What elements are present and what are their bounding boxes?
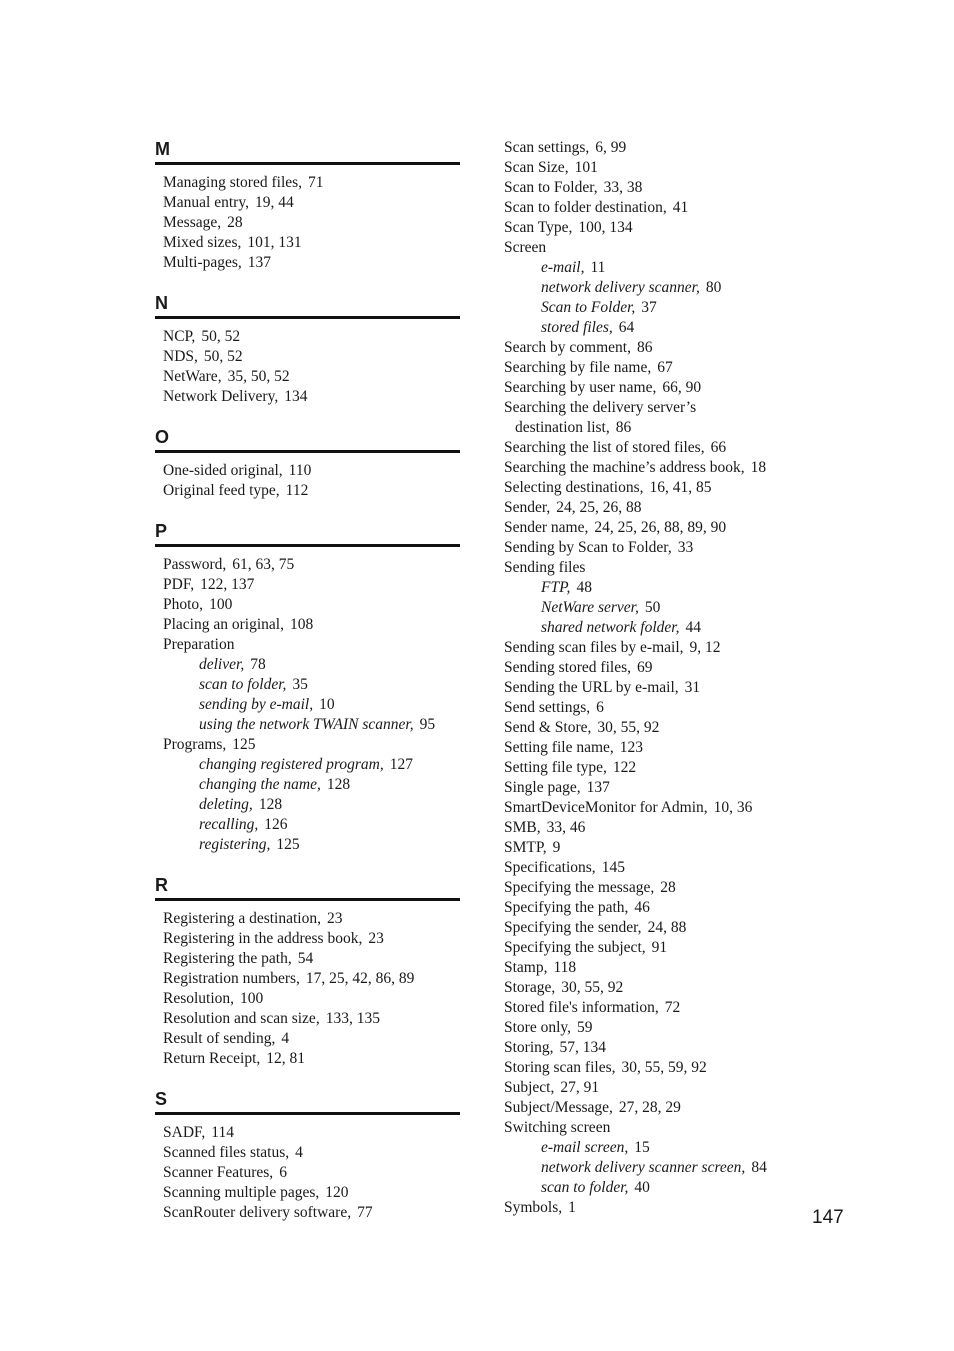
entry-pages: 114 <box>211 1124 234 1141</box>
entry-term: using the network TWAIN scanner, <box>199 716 414 733</box>
index-entry <box>155 1049 460 1069</box>
index-entry <box>155 173 460 193</box>
entry-term: scan to folder, <box>541 1179 629 1196</box>
entry-pages: 24, 25, 26, 88, 89, 90 <box>594 519 727 536</box>
section-letter-heading: P <box>155 520 460 547</box>
entry-term: Scan Size, <box>504 159 569 176</box>
entry-pages: 126 <box>264 816 288 833</box>
index-entry <box>504 498 804 518</box>
entry-term: Registering in the address book, <box>163 930 363 947</box>
entry-term: stored files, <box>541 319 613 336</box>
entry-pages: 134 <box>284 388 308 405</box>
section-letter-heading: S <box>155 1088 460 1115</box>
entry-pages: 125 <box>232 736 256 753</box>
entry-pages: 11 <box>590 259 606 276</box>
index-subentry <box>155 775 460 795</box>
index-section <box>155 1088 460 1223</box>
entry-term: Scanned files status, <box>163 1144 290 1161</box>
entry-pages: 35 <box>292 676 308 693</box>
entry-term: Searching by file name, <box>504 359 652 376</box>
entry-term: Sending scan files by e-mail, <box>504 639 684 656</box>
entry-pages: 78 <box>250 656 266 673</box>
entry-pages: 50, 52 <box>203 348 243 365</box>
entry-pages: 12, 81 <box>266 1050 306 1067</box>
entry-term: network delivery scanner, <box>541 279 700 296</box>
entry-pages: 112 <box>285 482 309 499</box>
entry-pages: 122, 137 <box>200 576 255 593</box>
index-entry <box>504 838 804 858</box>
index-entry <box>504 1018 804 1038</box>
entry-term: Scan Type, <box>504 219 573 236</box>
index-entry <box>504 538 804 558</box>
index-entry <box>155 989 460 1009</box>
entry-pages: 27, 28, 29 <box>618 1099 681 1116</box>
index-entry <box>155 735 460 755</box>
entry-pages: 57, 134 <box>559 1039 607 1056</box>
index-entry <box>504 458 804 478</box>
entry-term: Scan to folder destination, <box>504 199 667 216</box>
entry-term: destination list, <box>515 419 610 436</box>
entry-term: Send & Store, <box>504 719 592 736</box>
index-entry <box>504 158 804 178</box>
index-entry <box>504 878 804 898</box>
entry-term: SMTP, <box>504 839 547 856</box>
index-entry <box>504 778 804 798</box>
entry-term: Specifications, <box>504 859 596 876</box>
index-subentry <box>504 1158 804 1178</box>
entry-term: Symbols, <box>504 1199 563 1216</box>
entry-pages: 66, 90 <box>662 379 702 396</box>
index-section <box>155 520 460 855</box>
index-entry <box>155 461 460 481</box>
entry-term: Searching the machine’s address book, <box>504 459 745 476</box>
entry-pages: 19, 44 <box>254 194 294 211</box>
entry-term: Registration numbers, <box>163 970 300 987</box>
entry-term: shared network folder, <box>541 619 680 636</box>
entry-term: Sender, <box>504 499 551 516</box>
entry-term: Storage, <box>504 979 556 996</box>
index-entry <box>155 635 460 655</box>
entry-pages: 125 <box>276 836 300 853</box>
entry-pages: 72 <box>664 999 681 1016</box>
entry-term: e-mail, <box>541 259 585 276</box>
section-letter-heading: N <box>155 292 460 319</box>
entry-term: One-sided original, <box>163 462 283 479</box>
index-subentry <box>504 578 804 598</box>
entry-pages: 128 <box>326 776 351 793</box>
entry-pages: 91 <box>651 939 668 956</box>
entry-term: Registering a destination, <box>163 910 321 927</box>
entry-term: Storing scan files, <box>504 1059 616 1076</box>
index-section <box>155 292 460 407</box>
entry-pages: 37 <box>641 299 657 316</box>
entry-pages: 59 <box>577 1019 593 1036</box>
index-entry <box>504 638 804 658</box>
index-entry <box>504 718 804 738</box>
index-entry <box>504 418 804 438</box>
index-entry <box>504 1198 804 1218</box>
entry-term: sending by e-mail, <box>199 696 314 713</box>
index-entry <box>504 178 804 198</box>
entry-term: Stamp, <box>504 959 548 976</box>
index-entry <box>155 1123 460 1143</box>
entry-pages: 1 <box>568 1199 576 1216</box>
entry-pages: 61, 63, 75 <box>232 556 295 573</box>
section-letter-heading: R <box>155 874 460 901</box>
entry-term: Manual entry, <box>163 194 249 211</box>
index-entry <box>155 575 460 595</box>
entry-pages: 40 <box>634 1179 650 1196</box>
index-entry <box>504 138 804 158</box>
index-column-right <box>504 138 804 1218</box>
entry-pages: 15 <box>634 1139 650 1156</box>
entry-term: Multi-pages, <box>163 254 242 271</box>
entry-pages: 137 <box>586 779 610 796</box>
entry-term: Resolution, <box>163 990 235 1007</box>
index-entry <box>155 481 460 501</box>
entry-pages: 28 <box>660 879 676 896</box>
entry-term: Searching the list of stored files, <box>504 439 705 456</box>
entry-pages: 33, 46 <box>546 819 586 836</box>
entry-pages: 127 <box>389 756 413 773</box>
entry-term: Stored file's information, <box>504 999 659 1016</box>
index-entry <box>155 213 460 233</box>
entry-pages: 24, 25, 26, 88 <box>556 499 642 516</box>
entry-pages: 30, 55, 92 <box>561 979 624 996</box>
entry-pages: 44 <box>685 619 701 636</box>
entry-term: e-mail screen, <box>541 1139 629 1156</box>
entry-pages: 6 <box>279 1164 287 1181</box>
entry-pages: 67 <box>657 359 673 376</box>
index-subentry <box>504 318 804 338</box>
entry-pages: 18 <box>750 459 767 476</box>
entry-term: Sending the URL by e-mail, <box>504 679 679 696</box>
entry-term: Send settings, <box>504 699 591 716</box>
entry-pages: 9 <box>552 839 561 856</box>
entry-pages: 30, 55, 92 <box>597 719 660 736</box>
entry-pages: 48 <box>576 579 592 596</box>
index-entry <box>504 958 804 978</box>
entry-term: Scan settings, <box>504 139 590 156</box>
index-entry <box>504 218 804 238</box>
index-entry <box>504 818 804 838</box>
index-entry <box>504 558 804 578</box>
entry-pages: 33 <box>677 539 694 556</box>
entry-pages: 133, 135 <box>325 1010 380 1027</box>
entry-pages: 110 <box>288 462 312 479</box>
entry-pages: 4 <box>281 1030 290 1047</box>
entry-term: Scanner Features, <box>163 1164 274 1181</box>
page-number: 147 <box>812 1207 844 1228</box>
entry-pages: 108 <box>289 616 314 633</box>
entry-term: deliver, <box>199 656 245 673</box>
index-entry <box>504 378 804 398</box>
entry-pages: 10, 36 <box>713 799 753 816</box>
index-entry <box>504 1098 804 1118</box>
entry-pages: 100, 134 <box>578 219 633 236</box>
entry-pages: 54 <box>297 950 314 967</box>
index-subentry <box>155 835 460 855</box>
entry-pages: 23 <box>326 910 343 927</box>
section-letter-heading: O <box>155 426 460 453</box>
index-entry <box>155 253 460 273</box>
entry-pages: 71 <box>308 174 324 191</box>
entry-term: Message, <box>163 214 222 231</box>
index-subentry <box>504 298 804 318</box>
index-entry <box>504 518 804 538</box>
entry-pages: 64 <box>618 319 635 336</box>
entry-pages: 101 <box>574 159 598 176</box>
entry-term: Specifying the path, <box>504 899 629 916</box>
entry-term: Resolution and scan size, <box>163 1010 320 1027</box>
index-entry <box>504 918 804 938</box>
entry-term: Subject, <box>504 1079 555 1096</box>
entry-pages: 77 <box>357 1204 373 1221</box>
entry-term: NetWare server, <box>541 599 639 616</box>
entry-term: Managing stored files, <box>163 174 303 191</box>
index-entry <box>155 595 460 615</box>
entry-pages: 101, 131 <box>247 234 302 251</box>
entry-pages: 69 <box>637 659 653 676</box>
index-subentry <box>155 715 460 735</box>
index-entry <box>504 1038 804 1058</box>
index-entry <box>155 555 460 575</box>
entry-pages: 23 <box>368 930 384 947</box>
index-entry <box>504 758 804 778</box>
entry-term: Password, <box>163 556 227 573</box>
entry-term: changing registered program, <box>199 756 384 773</box>
entry-pages: 66 <box>710 439 727 456</box>
entry-pages: 86 <box>636 339 653 356</box>
entry-term: SmartDeviceMonitor for Admin, <box>504 799 708 816</box>
entry-pages: 123 <box>619 739 644 756</box>
index-entry <box>155 929 460 949</box>
entry-term: Specifying the sender, <box>504 919 642 936</box>
entry-term: FTP, <box>541 579 571 596</box>
entry-pages: 86 <box>615 419 632 436</box>
index-entry <box>504 338 804 358</box>
index-subentry <box>504 258 804 278</box>
index-entry <box>504 198 804 218</box>
index-entry <box>504 658 804 678</box>
entry-term: NetWare, <box>163 368 222 385</box>
index-subentry <box>504 1178 804 1198</box>
entry-pages: 50, 52 <box>201 328 241 345</box>
entry-pages: 30, 55, 59, 92 <box>621 1059 707 1076</box>
entry-pages: 27, 91 <box>560 1079 600 1096</box>
section-letter-heading: M <box>155 138 460 165</box>
entry-term: deleting, <box>199 796 253 813</box>
entry-term: recalling, <box>199 816 259 833</box>
index-subentry <box>155 755 460 775</box>
index-entry <box>504 238 804 258</box>
entry-term: SMB, <box>504 819 541 836</box>
entry-pages: 80 <box>705 279 722 296</box>
index-section <box>155 874 460 1069</box>
entry-term: Mixed sizes, <box>163 234 242 251</box>
index-entry <box>155 347 460 367</box>
index-entry <box>504 798 804 818</box>
index-entry <box>504 1078 804 1098</box>
entry-pages: 100 <box>209 596 233 613</box>
entry-term: Sending by Scan to Folder, <box>504 539 672 556</box>
entry-term: Result of sending, <box>163 1030 276 1047</box>
entry-term: NCP, <box>163 328 196 345</box>
entry-term: Searching by user name, <box>504 379 657 396</box>
entry-term: Programs, <box>163 736 227 753</box>
entry-term: Preparation <box>163 636 235 653</box>
entry-term: Return Receipt, <box>163 1050 261 1067</box>
entry-term: Searching the delivery server’s <box>504 399 697 416</box>
entry-term: Switching screen <box>504 1119 611 1136</box>
entry-pages: 120 <box>325 1184 349 1201</box>
index-section <box>155 138 460 273</box>
index-entry <box>504 738 804 758</box>
entry-pages: 84 <box>751 1159 767 1176</box>
entry-term: ScanRouter delivery software, <box>163 1204 352 1221</box>
entry-pages: 50 <box>644 599 661 616</box>
entry-term: Storing, <box>504 1039 554 1056</box>
entry-term: Sending files <box>504 559 586 576</box>
entry-pages: 6 <box>596 699 604 716</box>
entry-term: Selecting destinations, <box>504 479 644 496</box>
entry-pages: 35, 50, 52 <box>227 368 290 385</box>
entry-term: Original feed type, <box>163 482 280 499</box>
index-entry <box>155 1203 460 1223</box>
index-entry <box>155 1163 460 1183</box>
entry-pages: 145 <box>601 859 625 876</box>
entry-term: Subject/Message, <box>504 1099 613 1116</box>
entry-term: Specifying the subject, <box>504 939 646 956</box>
entry-pages: 137 <box>247 254 272 271</box>
entry-term: scan to folder, <box>199 676 287 693</box>
index-entry <box>155 233 460 253</box>
index-entry <box>504 898 804 918</box>
entry-term: SADF, <box>163 1124 206 1141</box>
entry-pages: 16, 41, 85 <box>649 479 712 496</box>
entry-term: changing the name, <box>199 776 321 793</box>
entry-term: Scan to Folder, <box>541 299 636 316</box>
entry-pages: 122 <box>612 759 637 776</box>
entry-pages: 4 <box>295 1144 303 1161</box>
entry-pages: 24, 88 <box>647 919 687 936</box>
entry-pages: 118 <box>553 959 577 976</box>
index-subentry <box>504 278 804 298</box>
entry-term: network delivery scanner screen, <box>541 1159 746 1176</box>
index-entry <box>504 678 804 698</box>
entry-term: Network Delivery, <box>163 388 279 405</box>
index-entry <box>504 438 804 458</box>
index-entry <box>504 478 804 498</box>
entry-term: registering, <box>199 836 271 853</box>
index-entry <box>155 327 460 347</box>
index-entry <box>155 1029 460 1049</box>
entry-term: Registering the path, <box>163 950 292 967</box>
entry-term: Sending stored files, <box>504 659 631 676</box>
entry-term: PDF, <box>163 576 195 593</box>
index-entry <box>504 698 804 718</box>
index-subentry <box>155 675 460 695</box>
index-subentry <box>504 1138 804 1158</box>
entry-pages: 31 <box>684 679 701 696</box>
entry-pages: 128 <box>258 796 283 813</box>
entry-pages: 17, 25, 42, 86, 89 <box>305 970 415 987</box>
index-entry <box>155 1183 460 1203</box>
entry-term: Screen <box>504 239 547 256</box>
index-entry <box>504 978 804 998</box>
index-entry <box>155 387 460 407</box>
entry-term: Setting file type, <box>504 759 607 776</box>
index-entry <box>155 367 460 387</box>
entry-pages: 95 <box>419 716 436 733</box>
index-entry <box>155 949 460 969</box>
index-entry <box>504 398 804 418</box>
index-subentry <box>504 598 804 618</box>
index-subentry <box>155 815 460 835</box>
index-entry <box>155 1143 460 1163</box>
entry-term: Specifying the message, <box>504 879 655 896</box>
index-entry <box>504 358 804 378</box>
index-subentry <box>155 695 460 715</box>
entry-pages: 6, 99 <box>595 139 627 156</box>
index-entry <box>155 1009 460 1029</box>
entry-pages: 33, 38 <box>603 179 643 196</box>
index-subentry <box>155 795 460 815</box>
entry-term: Photo, <box>163 596 204 613</box>
entry-term: Single page, <box>504 779 581 796</box>
entry-pages: 28 <box>227 214 243 231</box>
entry-term: Scanning multiple pages, <box>163 1184 320 1201</box>
index-entry <box>155 193 460 213</box>
index-entry <box>155 615 460 635</box>
index-entry <box>504 1058 804 1078</box>
entry-pages: 46 <box>634 899 650 916</box>
entry-pages: 9, 12 <box>689 639 721 656</box>
entry-term: NDS, <box>163 348 198 365</box>
index-entry <box>504 938 804 958</box>
entry-term: Sender name, <box>504 519 589 536</box>
entry-pages: 10 <box>319 696 335 713</box>
entry-pages: 100 <box>240 990 264 1007</box>
index-column-left <box>155 138 460 1223</box>
entry-term: Placing an original, <box>163 616 284 633</box>
entry-term: Search by comment, <box>504 339 631 356</box>
index-section <box>155 426 460 501</box>
entry-term: Scan to Folder, <box>504 179 598 196</box>
entry-pages: 41 <box>672 199 689 216</box>
index-entry <box>155 969 460 989</box>
entry-term: Setting file name, <box>504 739 614 756</box>
index-entry <box>155 909 460 929</box>
entry-term: Store only, <box>504 1019 572 1036</box>
index-entry <box>504 998 804 1018</box>
index-entry <box>504 1118 804 1138</box>
index-subentry <box>155 655 460 675</box>
index-subentry <box>504 618 804 638</box>
index-entry <box>504 858 804 878</box>
